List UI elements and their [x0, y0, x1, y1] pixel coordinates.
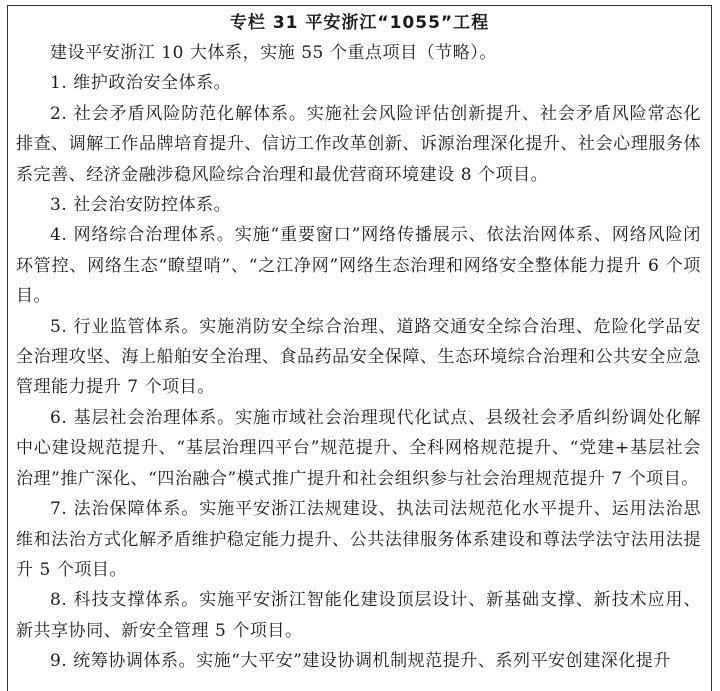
item-6-grassroots-governance: 6. 基层社会治理体系。实施市域社会治理现代化试点、县级社会矛盾纠纷调处化解中心建设规范提升、“基层治理四平台”规范提升、全科网格规范提升、“党建+基层社会治理”推广深化、“四治融合”模式推广提升和社会组织参与社会治理规范提升 7 个项目。 — [16, 407, 701, 489]
intro-paragraph: 建设平安浙江 10 大体系，实施 55 个重点项目（节略）。 — [50, 43, 497, 63]
item-5-industry-supervision: 5. 行业监管体系。实施消防安全综合治理、道路交通安全综合治理、危险化学品安全治理攻坚、海上船舶安全治理、食品药品安全保障、生态环境综合治理和公共安全应急管理能力提升 7 个项目。 — [16, 316, 701, 398]
item-2-social-risk: 2. 社会矛盾风险防范化解体系。实施社会风险评估创新提升、社会矛盾风险常态化排查、调解工作品牌培育提升、信访工作改革创新、诉源治理深化提升、社会心理服务体系完善、经济金融涉稳风险综合治理和最优营商环境建设 8 个项目。 — [16, 103, 701, 185]
column-box — [7, 5, 712, 691]
item-9-coordination: 9. 统筹协调体系。实施“大平安”建设协调机制规范提升、系列平安创建深化提升 — [50, 651, 671, 672]
column-title: 专栏 31 平安浙江“1055”工程 — [229, 13, 490, 33]
item-3-public-security: 3. 社会治安防控体系。 — [50, 195, 232, 216]
item-1-political-security: 1. 维护政治安全体系。 — [50, 73, 232, 94]
item-4-network-governance: 4. 网络综合治理体系。实施“重要窗口”网络传播展示、依法治网体系、网络风险闭环管控、网络生态“瞭望哨”、“之江净网”网络生态治理和网络安全整体能力提升 6 个项目。 — [16, 225, 701, 307]
item-8-tech-support: 8. 科技支撑体系。实施平安浙江智能化建设顶层设计、新基础支撑、新技术应用、新共享协同、新安全管理 5 个项目。 — [16, 590, 701, 641]
item-7-rule-of-law: 7. 法治保障体系。实施平安浙江法规建设、执法司法规范化水平提升、运用法治思维和法治方式化解矛盾维护稳定能力提升、公共法律服务体系建设和尊法学法守法用法提升 5 个项目。 — [16, 499, 701, 580]
